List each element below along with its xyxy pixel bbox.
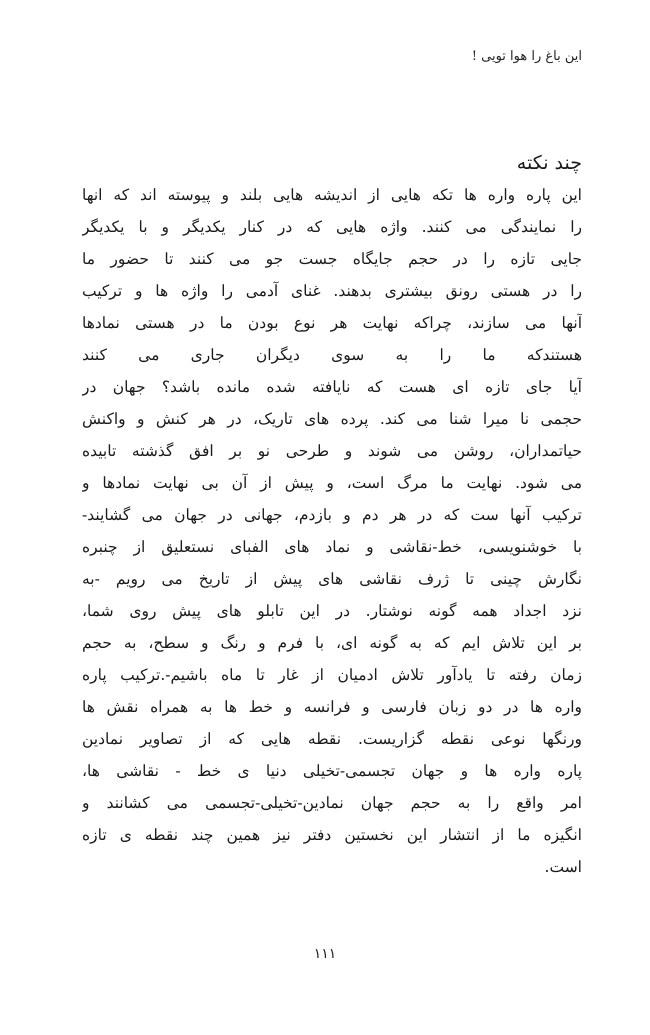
text-line: نزد اجداد همه گونه نوشتار. در این تابلو های پیش روی شما، (82, 602, 582, 620)
text-line: نگارش چینی تا ژرف نقاشی های پیش از تاریخ می رویم -به (82, 570, 582, 588)
page-number: ۱۱۱ (313, 946, 337, 962)
text-line: آنها می سازند، چراکه نهایت هر نوع بودن ما در هستی نمادها (82, 314, 582, 332)
text-line: می شود. نهایت ما مرگ است، و پیش از آن بی نهایت نمادها و (82, 474, 582, 492)
text-line: جایی تازه را در حجم جایگاه جست جو می کنند تا حضور ما (82, 250, 582, 268)
text-line: امر واقع را به حجم جهان نمادین-تخیلی-تجسمی می کشانند و (82, 794, 582, 812)
text-line: انگیزه ما از انتشار این نخستین دفتر نیز همین چند نقطه ی تازه (82, 826, 582, 844)
text-line: با خوشنویسی، خط-نقاشی و نماد های الفبای نستعلیق از چنبره (82, 538, 582, 556)
text-line: هستندکه ما را به سوی دیگران جاری می کنند (82, 346, 582, 364)
section-title: چند نکته (516, 152, 582, 174)
text-line: زمان رفته تا یادآور تلاش ادمیان از غار تا ماه باشیم-.ترکیب پاره (82, 666, 582, 684)
text-line: بر این تلاش ایم که به گونه ای، با فرم و رنگ و سطح، به حجم (82, 634, 582, 652)
text-line: واره ها در دو زبان فارسی و فرانسه و خط ها به همراه نقش ها (82, 698, 582, 716)
text-line: پاره واره ها و جهان تجسمی-تخیلی دنیا ی خط - نقاشی ها، (82, 762, 582, 780)
text-line: ورنگها نوعی نقطه گزاریست. نقطه هایی که از تصاویر نمادین (82, 730, 582, 748)
text-section (82, 147, 582, 883)
running-header: این باغ را هوا تویی ! (471, 49, 582, 64)
text-line: این پاره واره ها تکه هایی از اندیشه هایی بلند و پیوسته اند که انها (82, 186, 582, 204)
text-line: ترکیب آنها ست که در هر دم و بازدم، جهانی در جهان می گشایند- (82, 506, 582, 524)
body-text (82, 179, 582, 883)
text-line: حجمی نا میرا شنا می کند. پرده های تاریک، در هر کنش و واکنش (82, 410, 582, 428)
text-line: را نمایندگی می کنند. واژه هایی که در کنار یکدیگر و با یکدیگر (82, 218, 582, 236)
text-line: را در هستی رونق بیشتری بدهند. غنای آدمی را واژه ها و ترکیب (82, 282, 582, 300)
text-line: آیا جای تازه ای هست که نایافته شده مانده باشد؟ جهان در (82, 378, 582, 396)
text-line: حیاتمداران، روشن می شوند و طرحی نو بر افق گذشته تابیده (82, 442, 582, 460)
text-line: است. (544, 858, 582, 876)
